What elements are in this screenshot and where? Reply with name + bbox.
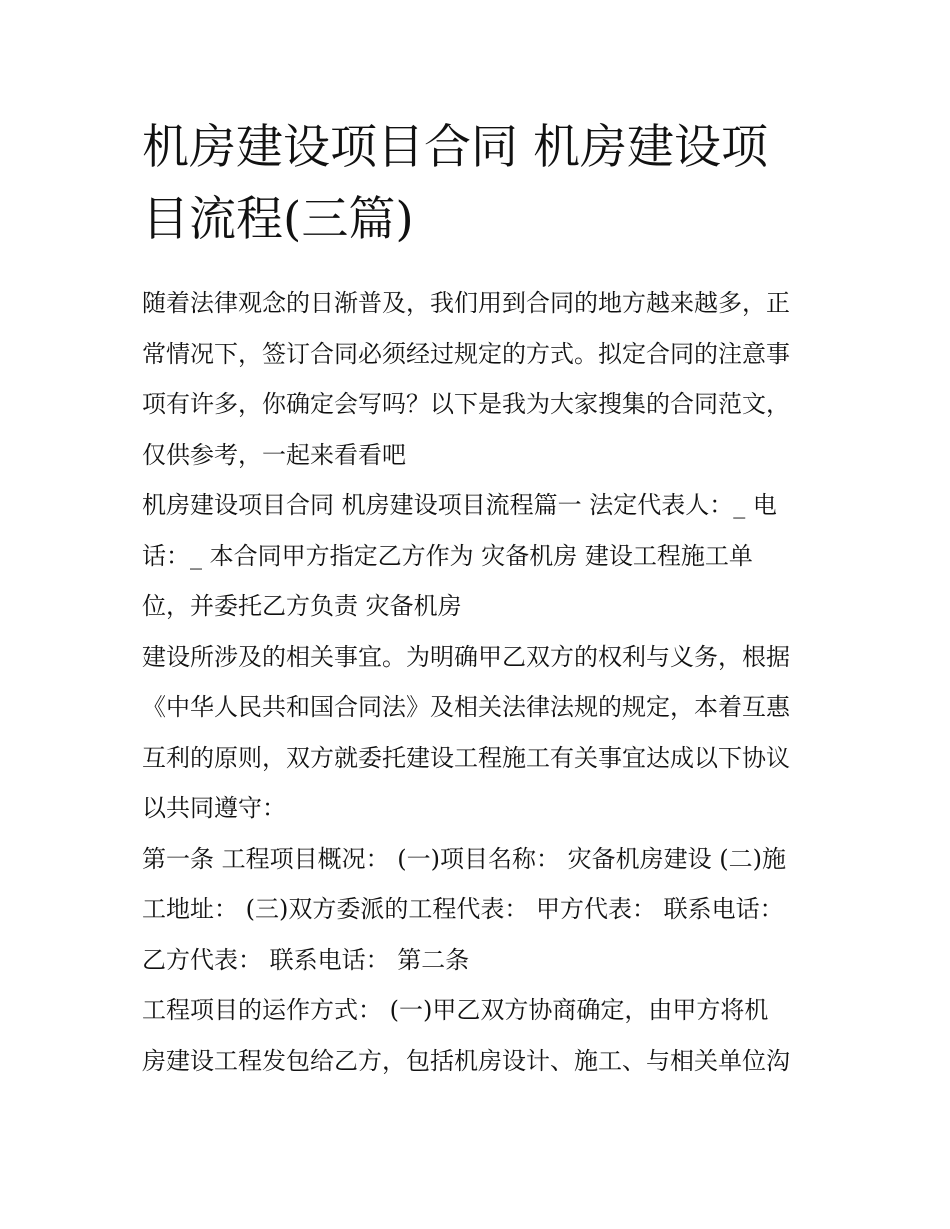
- body-line: 第一条 工程项目概况： (一)项目名称： 灾备机房建设 (二)施: [142, 844, 786, 873]
- body-line: 房建设工程发包给乙方，包括机房设计、施工、与相关单位沟: [142, 1046, 790, 1075]
- body-line: 建设所涉及的相关事宜。为明确甲乙双方的权利与义务，根据: [142, 642, 790, 671]
- body-line: 位，并委托乙方负责 灾备机房: [142, 592, 462, 620]
- body-line: 仅供参考，一起来看看吧: [142, 440, 406, 469]
- document-title: [142, 112, 822, 256]
- body-line: 随着法律观念的日渐普及，我们用到合同的地方越来越多，正: [142, 289, 790, 317]
- body-line: 常情况下，签订合同必须经过规定的方式。拟定合同的注意事: [142, 339, 790, 368]
- body-line: 工程项目的运作方式： (一)甲乙双方协商确定，由甲方将机: [142, 996, 769, 1024]
- body-line: 互利的原则，双方就委托建设工程施工有关事宜达成以下协议: [142, 743, 790, 772]
- body-line: 工地址： (三)双方委派的工程代表： 甲方代表： 联系电话：: [142, 895, 784, 923]
- title-line: 目流程(三篇): [142, 192, 414, 247]
- body-line: 机房建设项目合同 机房建设项目流程篇一 法定代表人：_ 电: [142, 491, 777, 519]
- body-line: 乙方代表： 联系电话： 第二条: [142, 945, 470, 974]
- body-line: 项有许多，你确定会写吗？以下是我为大家搜集的合同范文，: [142, 390, 790, 418]
- body-line: 话：_ 本合同甲方指定乙方作为 灾备机房 建设工程施工单: [142, 541, 753, 570]
- body-line: 以共同遵守：: [142, 794, 286, 822]
- title-line: 机房建设项目合同 机房建设项: [142, 120, 768, 175]
- body-line: 《中华人民共和国合同法》及相关法律法规的规定，本着互惠: [142, 693, 790, 721]
- document-body: [142, 278, 822, 1086]
